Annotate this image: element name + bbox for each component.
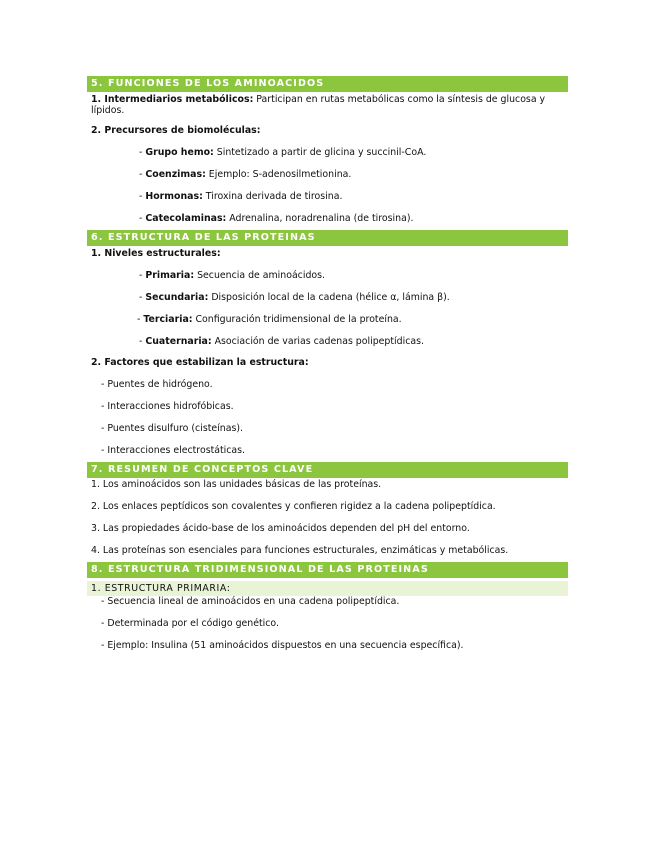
resumen-list bbox=[87, 478, 568, 556]
resumen-item: 3. Las propiedades ácido-base de los aminoácidos dependen del pH del entorno. bbox=[91, 523, 470, 534]
niveles-list bbox=[87, 270, 568, 347]
nivel-label: Terciaria: bbox=[143, 314, 193, 325]
resumen-item: 1. Los aminoácidos son las unidades básicas de las proteínas. bbox=[91, 479, 382, 490]
factor-item: - Puentes disulfuro (cisteínas). bbox=[101, 423, 243, 434]
precursores-list bbox=[87, 147, 568, 224]
precursores-heading: 2. Precursores de biomoléculas: bbox=[91, 125, 261, 136]
precursor-item: - Hormonas: Tiroxina derivada de tirosina. bbox=[139, 191, 343, 202]
primaria-item: - Ejemplo: Insulina (51 aminoácidos dispuestos en una secuencia específica). bbox=[101, 640, 464, 651]
precursor-item: - Catecolaminas: Adrenalina, noradrenalina (de tirosina). bbox=[139, 213, 414, 224]
nivel-item: - Secundaria: Disposición local de la cadena (hélice α, lámina β). bbox=[139, 292, 450, 303]
precursor-text: Adrenalina, noradrenalina (de tirosina). bbox=[226, 213, 414, 224]
intermediarios-text: Participan en rutas metabólicas como la síntesis de glucosa y lípidos. bbox=[91, 94, 546, 116]
estructura-primaria-subheader: 1. ESTRUCTURA PRIMARIA: bbox=[87, 581, 568, 596]
nivel-label: Cuaternaria: bbox=[145, 336, 212, 347]
resumen-item: 2. Los enlaces peptídicos son covalentes y confieren rigidez a la cadena polipeptídica. bbox=[91, 501, 496, 512]
section-7-header: 7. RESUMEN DE CONCEPTOS CLAVE bbox=[87, 462, 568, 478]
estructura-primaria-list bbox=[87, 596, 568, 651]
intermediarios-paragraph bbox=[87, 92, 568, 116]
precursor-label: Hormonas: bbox=[145, 191, 203, 202]
factor-item: - Interacciones hidrofóbicas. bbox=[101, 401, 234, 412]
nivel-label: Secundaria: bbox=[145, 292, 209, 303]
intermediarios-label: 1. Intermediarios metabólicos: bbox=[91, 94, 254, 105]
primaria-item: - Determinada por el código genético. bbox=[101, 618, 279, 629]
niveles-heading: 1. Niveles estructurales: bbox=[91, 248, 221, 259]
section-5-header: 5. FUNCIONES DE LOS AMINOACIDOS bbox=[87, 76, 568, 92]
primaria-item: - Secuencia lineal de aminoácidos en una cadena polipeptídica. bbox=[101, 596, 400, 607]
nivel-text: Asociación de varias cadenas polipeptídicas. bbox=[211, 336, 424, 347]
nivel-item: - Cuaternaria: Asociación de varias cadenas polipeptídicas. bbox=[139, 336, 424, 347]
precursor-item: - Coenzimas: Ejemplo: S-adenosilmetionina. bbox=[139, 169, 352, 180]
nivel-item: - Primaria: Secuencia de aminoácidos. bbox=[139, 270, 325, 281]
precursor-label: Coenzimas: bbox=[145, 169, 206, 180]
nivel-label: Primaria: bbox=[145, 270, 195, 281]
factores-list bbox=[87, 379, 568, 456]
precursor-text: Ejemplo: S-adenosilmetionina. bbox=[205, 169, 352, 180]
resumen-item: 4. Las proteínas son esenciales para funciones estructurales, enzimáticas y metabólicas. bbox=[91, 545, 509, 556]
document-page bbox=[87, 76, 568, 651]
precursor-label: Grupo hemo: bbox=[145, 147, 214, 158]
precursor-text: Sintetizado a partir de glicina y succinil-CoA. bbox=[213, 147, 427, 158]
nivel-text: Secuencia de aminoácidos. bbox=[194, 270, 325, 281]
factor-item: - Interacciones electrostáticas. bbox=[101, 445, 246, 456]
precursor-label: Catecolaminas: bbox=[145, 213, 227, 224]
nivel-item: - Terciaria: Configuración tridimensional de la proteína. bbox=[137, 314, 402, 325]
factor-item: - Puentes de hidrógeno. bbox=[101, 379, 213, 390]
section-8-header: 8. ESTRUCTURA TRIDIMENSIONAL DE LAS PROTEINAS bbox=[87, 562, 568, 578]
section-6-header: 6. ESTRUCTURA DE LAS PROTEINAS bbox=[87, 230, 568, 246]
precursor-item: - Grupo hemo: Sintetizado a partir de glicina y succinil-CoA. bbox=[139, 147, 427, 158]
factores-heading: 2. Factores que estabilizan la estructura: bbox=[91, 357, 309, 368]
precursor-text: Tiroxina derivada de tirosina. bbox=[202, 191, 343, 202]
nivel-text: Configuración tridimensional de la proteína. bbox=[192, 314, 402, 325]
nivel-text: Disposición local de la cadena (hélice α, lámina β). bbox=[208, 292, 450, 303]
